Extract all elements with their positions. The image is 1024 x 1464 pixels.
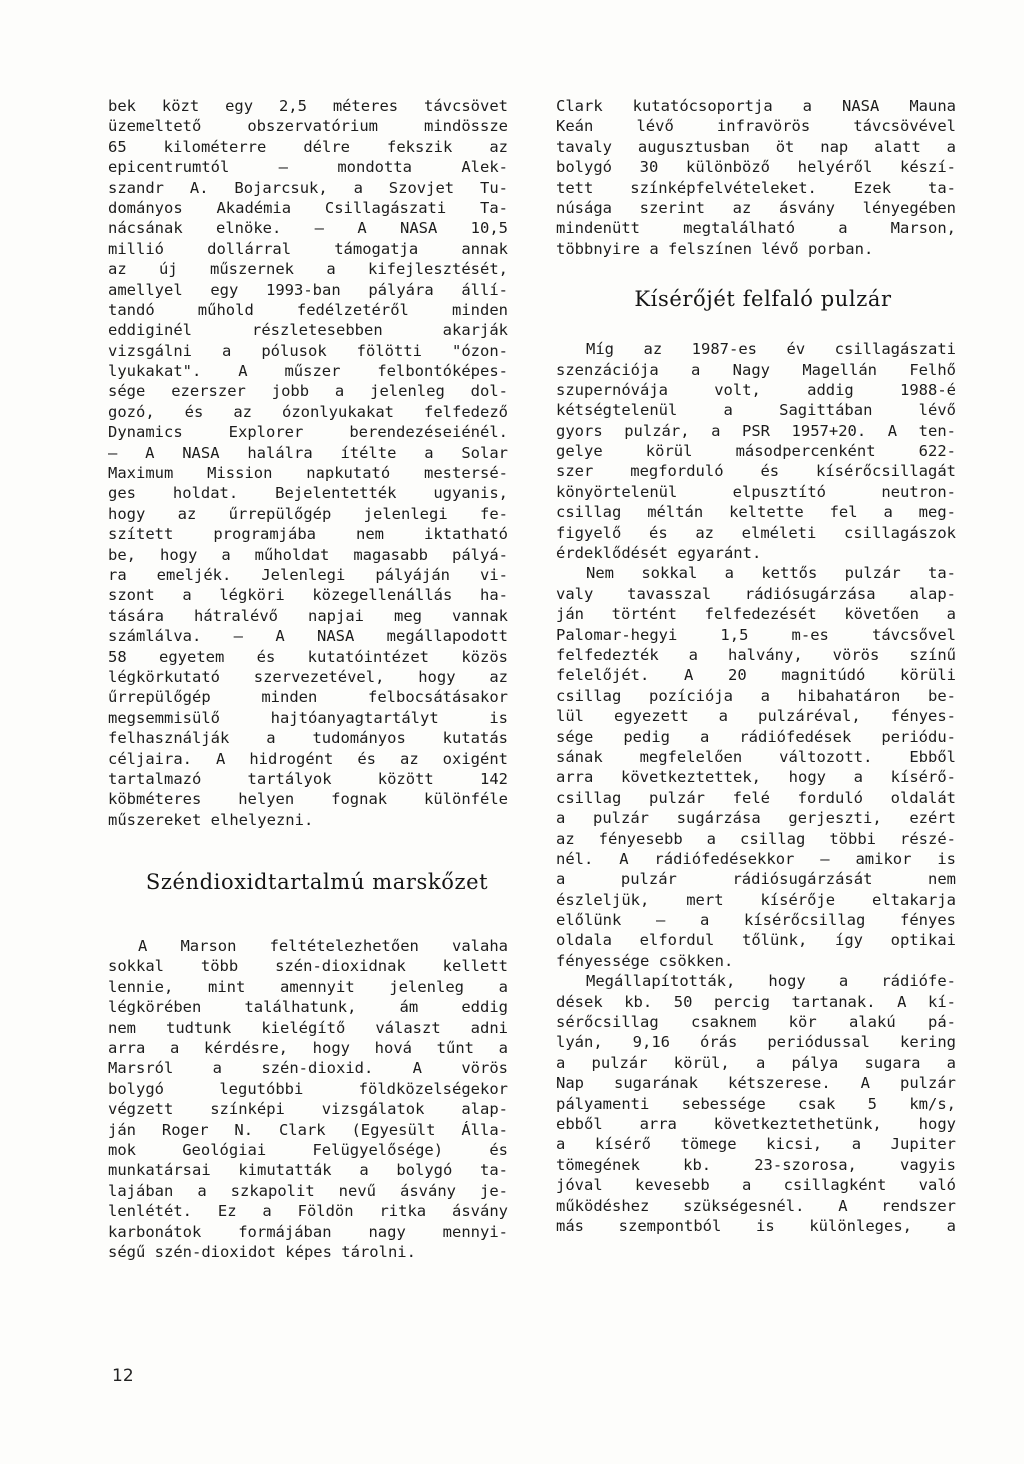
text-line: érdeklődését egyaránt.: [556, 544, 762, 563]
text-line: kétségtelenül a Sagittában lévő: [556, 401, 956, 420]
section-heading-mars: Széndioxidtartalmú marskőzet: [145, 870, 489, 895]
text-line: Nem sokkal a kettős pulzár ta-: [586, 564, 956, 583]
text-line: szandr A. Bojarcsuk, a Szovjet Tu-: [108, 178, 508, 197]
text-line: légkörében találhatunk, ám eddig: [108, 998, 508, 1017]
text-line: fényessége csökken.: [556, 951, 734, 970]
text-line: tartalmazó tartályok között 142: [108, 769, 508, 788]
text-line: gelye körül másodpercenként 622-: [556, 442, 956, 461]
text-line: sának megfelelően változott. Ebből: [556, 747, 956, 766]
left-column: [108, 96, 508, 1262]
text-line: Míg az 1987-es év csillagászati: [586, 340, 956, 359]
left-paragraph-2: [108, 936, 508, 1262]
text-line: műszereket elhelyezni.: [108, 810, 314, 829]
text-line: Clark kutatócsoportja a NASA Mauna: [556, 97, 956, 115]
text-line: millió dollárral támogatja annak: [108, 239, 508, 258]
text-line: Marsról a szén-dioxid. A vörös: [108, 1059, 508, 1078]
text-line: lyukakat". A műszer felbontóképes-: [108, 362, 508, 381]
text-line: gozó, és az ózonlyukakat felfedező: [108, 402, 508, 421]
text-line: dományos Akadémia Csillagászati Ta-: [108, 198, 508, 217]
text-line: ján Roger N. Clark (Egyesült Álla-: [108, 1120, 508, 1139]
text-line: tavaly augusztusban öt nap alatt a: [556, 137, 956, 156]
text-line: A Marson feltételezhetően valaha: [138, 937, 508, 956]
text-line: megsemmisülő hajtóanyagtartályt is: [108, 708, 508, 727]
text-line: könyörtelenül elpusztító neutron-: [556, 482, 956, 501]
text-line: sérőcsillag csaknem kör alakú pá-: [556, 1013, 956, 1032]
text-line: eddiginél részletesebben akarják: [108, 321, 508, 340]
text-line: — A NASA halálra ítélte a Solar: [108, 443, 508, 462]
text-line: tandó műhold fedélzetéről minden: [108, 300, 508, 319]
text-line: Keán lévő infravörös távcsövével: [556, 117, 956, 136]
text-line: a pulzár sugárzása gerjeszti, ezért: [556, 809, 956, 828]
text-line: sokkal több szén-dioxidnak kellett: [108, 957, 508, 976]
text-line: pályamenti sebessége csak 5 km/s,: [556, 1094, 956, 1113]
text-line: mok Geológiai Felügyelősége) és: [108, 1140, 508, 1159]
text-line: üzemeltető obszervatórium mindössze: [108, 117, 508, 136]
text-line: 65 kilométerre délre fekszik az: [108, 137, 508, 156]
text-line: ján történt felfedezését követően a: [556, 605, 956, 624]
page-number: 12: [112, 1366, 134, 1386]
text-line: köbméteres helyen fognak különféle: [108, 790, 508, 809]
text-line: epicentrumtól — mondotta Alek-: [108, 158, 508, 177]
text-line: lajában a szkapolit nevű ásvány je-: [108, 1181, 508, 1200]
text-line: céljaira. A hidrogént és az oxigént: [108, 749, 508, 768]
text-line: Nap sugarának kétszerese. A pulzár: [556, 1074, 956, 1093]
text-line: végzett színképi vizsgálatok alap-: [108, 1100, 508, 1119]
text-line: sége ezerszer jobb a jelenleg dol-: [108, 382, 508, 401]
text-line: észleljük, mert kísérője eltakarja: [556, 890, 956, 909]
text-line: vizsgálni a pólusok fölötti "ózon-: [108, 341, 508, 360]
text-line: sége pedig a rádiófedések periódu-: [556, 727, 956, 746]
text-line: mindenütt megtalálható a Marson,: [556, 219, 956, 238]
text-line: amellyel egy 1993-ban pályára állí-: [108, 280, 508, 299]
text-line: felfedezték a halvány, vörös színű: [556, 645, 956, 664]
text-line: gyors pulzár, a PSR 1957+20. A ten-: [556, 421, 956, 440]
text-line: ségű szén-dioxidot képes tárolni.: [108, 1242, 416, 1261]
text-line: tömegének kb. 23-szorosa, vagyis: [556, 1155, 956, 1174]
text-line: 58 egyetem és kutatóintézet közös: [108, 647, 508, 666]
text-line: karbonátok formájában nagy mennyi-: [108, 1222, 508, 1241]
right-paragraph-2: [556, 339, 956, 563]
right-paragraph-3: [556, 563, 956, 971]
text-line: Palomar-hegyi 1,5 m-es távcsővel: [556, 625, 956, 644]
text-line: Megállapították, hogy a rádiófe-: [586, 972, 956, 991]
text-line: űrrepülőgép minden felbocsátásakor: [108, 688, 508, 707]
text-line: felhasználják a tudományos kutatás: [108, 729, 508, 748]
text-line: arra a kérdésre, hogy hová tűnt a: [108, 1039, 508, 1058]
text-line: a pulzár körül, a pálya sugara a: [556, 1053, 956, 1072]
text-line: nácsának elnöke. — A NASA 10,5: [108, 219, 508, 238]
text-line: csillag méltán keltette fel a meg-: [556, 503, 956, 522]
text-line: ra emeljék. Jelenlegi pályáján vi-: [108, 565, 508, 584]
text-line: valy tavasszal rádiósugárzása alap-: [556, 584, 956, 603]
text-line: csillag pulzár felé forduló oldalát: [556, 788, 956, 807]
text-line: munkatársai kimutatták a bolygó ta-: [108, 1161, 508, 1180]
text-line: Dynamics Explorer berendezéseiénél.: [108, 423, 508, 442]
text-line: más szempontból is különleges, a: [556, 1216, 956, 1235]
text-line: szer megforduló és kísérőcsillagát: [556, 462, 956, 481]
text-line: felelőjét. A 20 magnitúdó körüli: [556, 666, 956, 685]
text-line: a pulzár rádiósugárzását nem: [556, 870, 956, 889]
text-line: szenzációja a Nagy Magellán Felhő: [556, 360, 956, 379]
right-paragraph-4: [556, 971, 956, 1236]
text-line: bolygó 30 különböző helyéről készí-: [556, 158, 956, 177]
text-line: a kísérő tömege kicsi, a Jupiter: [556, 1135, 956, 1154]
text-line: be, hogy a műholdat magasabb pályá-: [108, 545, 508, 564]
text-line: csillag pozíciója a hibahatáron be-: [556, 686, 956, 705]
text-line: ebből arra következtethetünk, hogy: [556, 1114, 956, 1133]
text-line: Maximum Mission napkutató mestersé-: [108, 464, 508, 483]
text-line: szont a légköri közegellenállás ha-: [108, 586, 508, 605]
text-line: nem tudtunk kielégítő választ adni: [108, 1018, 508, 1037]
text-line: arra következtettek, hogy a kísérő-: [556, 768, 956, 787]
text-line: lül egyezett a pulzáréval, fényes-: [556, 707, 956, 726]
text-line: tására hátralévő napjai meg vannak: [108, 606, 508, 625]
text-line: figyelő és az elméleti csillagászok: [556, 523, 956, 542]
text-line: az új műszernek a kifejlesztését,: [108, 260, 508, 279]
text-line: többnyire a felszínen lévő porban.: [556, 239, 874, 258]
section-heading-pulsar: Kísérőjét felfaló pulzár: [634, 287, 892, 312]
text-line: lenlétét. Ez a Földön ritka ásvány: [108, 1202, 508, 1221]
text-line: szített programjába nem iktatható: [108, 525, 508, 544]
text-line: számlálva. — A NASA megállapodott: [108, 627, 508, 646]
text-line: bek közt egy 2,5 méteres távcsövet: [108, 97, 508, 115]
text-line: ges holdat. Bejelentették ugyanis,: [108, 484, 508, 503]
text-line: lennie, mint amennyit jelenleg a: [108, 977, 508, 996]
text-line: dések kb. 50 percig tartanak. A kí-: [556, 992, 956, 1011]
text-line: működéshez szükségesnél. A rendszer: [556, 1196, 956, 1215]
text-line: bolygó legutóbbi földközelségekor: [108, 1079, 508, 1098]
text-line: núsága szerint az ásvány lényegében: [556, 198, 956, 217]
right-column: [556, 96, 956, 1236]
text-line: szupernóvája volt, addig 1988-é: [556, 380, 956, 399]
text-line: jóval kevesebb a csillagként való: [556, 1176, 956, 1195]
text-line: az fényesebb a csillag többi részé-: [556, 829, 956, 848]
text-line: tett színképfelvételeket. Ezek ta-: [556, 178, 956, 197]
text-line: oldala elfordul tőlünk, így optikai: [556, 931, 956, 950]
right-paragraph-1: [556, 96, 956, 259]
text-line: lyán, 9,16 órás periódussal kering: [556, 1033, 956, 1052]
text-line: légkörkutató szervezetével, hogy az: [108, 667, 508, 686]
text-line: nél. A rádiófedésekkor — amikor is: [556, 849, 956, 868]
text-line: hogy az űrrepülőgép jelenlegi fe-: [108, 504, 508, 523]
text-line: előlünk — a kísérőcsillag fényes: [556, 911, 956, 930]
left-paragraph-1: [108, 96, 508, 830]
